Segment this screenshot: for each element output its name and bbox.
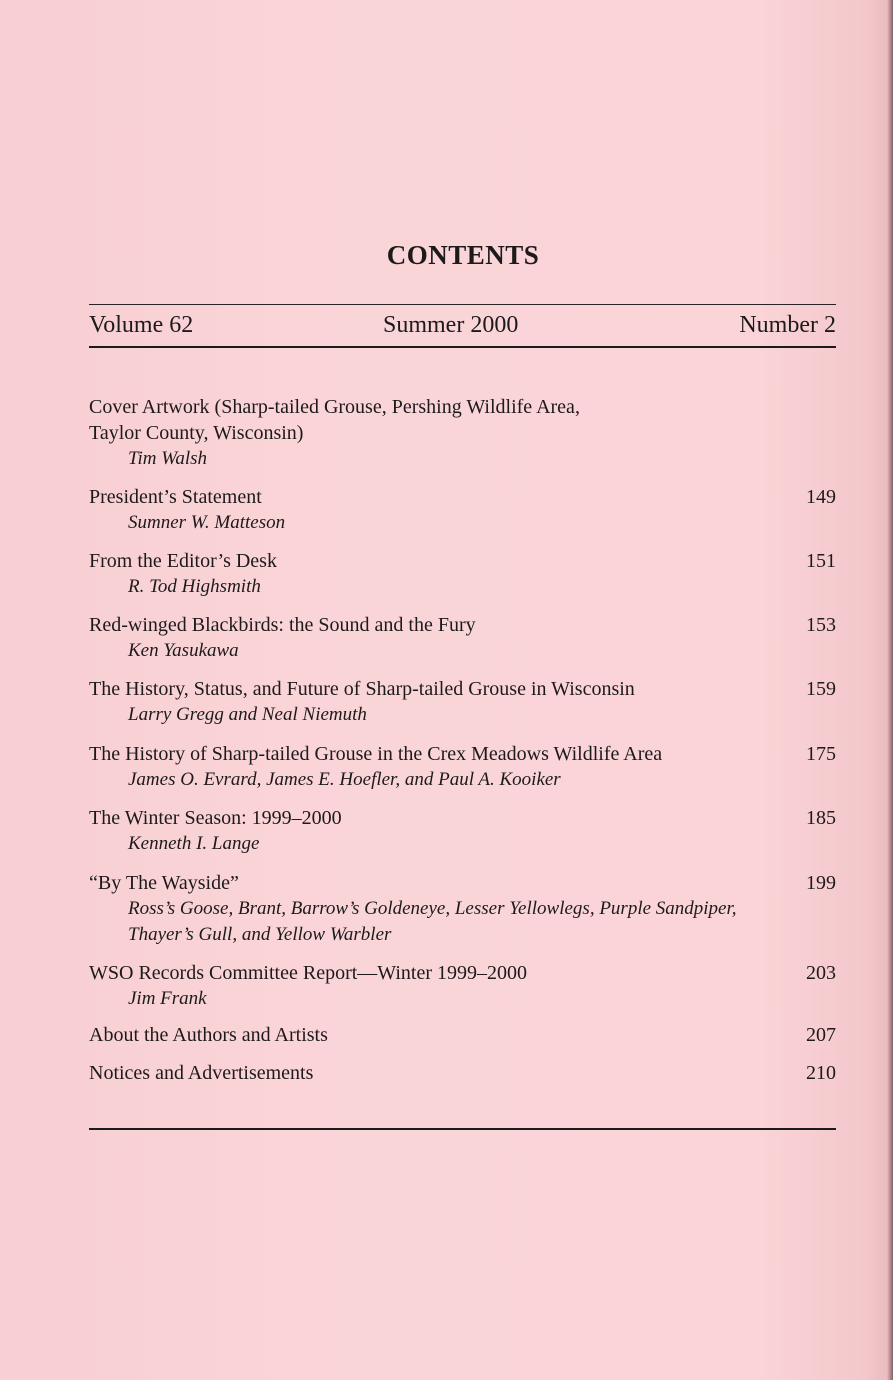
toc-entry[interactable] bbox=[89, 1060, 836, 1086]
entry-page-number: 185 bbox=[806, 807, 836, 829]
issue-season: Summer 2000 bbox=[383, 312, 519, 338]
toc-entry[interactable] bbox=[89, 676, 836, 728]
entry-page-number: 151 bbox=[806, 550, 836, 572]
toc-entry[interactable] bbox=[89, 484, 836, 536]
top-rule bbox=[89, 304, 836, 305]
toc-entry[interactable] bbox=[89, 805, 836, 857]
entry-author: Jim Frank bbox=[128, 988, 207, 1009]
entry-page-number: 199 bbox=[806, 872, 836, 894]
entry-page-number: 207 bbox=[806, 1024, 836, 1046]
issue-info-row bbox=[89, 312, 836, 344]
entry-page-number: 149 bbox=[806, 486, 836, 508]
toc-entry[interactable] bbox=[89, 1022, 836, 1048]
toc-entry[interactable] bbox=[89, 394, 836, 472]
toc-entry[interactable] bbox=[89, 612, 836, 664]
entry-subjects-continued: Thayer’s Gull, and Yellow Warbler bbox=[128, 924, 392, 945]
entry-page-number: 159 bbox=[806, 678, 836, 700]
entry-page-number: 175 bbox=[806, 743, 836, 765]
entry-page-number: 153 bbox=[806, 614, 836, 636]
toc-entry[interactable] bbox=[89, 870, 836, 948]
issue-volume: Volume 62 bbox=[89, 312, 194, 338]
toc-entry[interactable] bbox=[89, 960, 836, 1012]
entry-title: About the Authors and Artists bbox=[89, 1024, 328, 1046]
page-title: CONTENTS bbox=[386, 240, 540, 270]
issue-rule bbox=[89, 346, 836, 348]
entry-title-continued: Taylor County, Wisconsin) bbox=[89, 422, 304, 444]
entry-title: WSO Records Committee Report—Winter 1999–2000 bbox=[89, 962, 528, 984]
entry-page-number: 203 bbox=[806, 962, 836, 984]
entry-page-number: 210 bbox=[806, 1062, 836, 1084]
entry-author: James O. Evrard, James E. Hoefler, and Paul A. Kooiker bbox=[128, 769, 561, 790]
entry-author: R. Tod Highsmith bbox=[128, 576, 261, 597]
issue-number: Number 2 bbox=[739, 312, 836, 338]
page-edge-shadow bbox=[887, 0, 893, 1380]
entry-author: Ken Yasukawa bbox=[128, 640, 239, 661]
entry-subjects: Ross’s Goose, Brant, Barrow’s Goldeneye, Lesser Yellowlegs, Purple Sandpiper, bbox=[128, 898, 737, 919]
entry-title: Cover Artwork (Sharp-tailed Grouse, Pershing Wildlife Area, bbox=[89, 396, 580, 418]
entry-author: Larry Gregg and Neal Niemuth bbox=[128, 704, 367, 725]
toc-entry[interactable] bbox=[89, 548, 836, 600]
entry-title: Notices and Advertisements bbox=[89, 1062, 314, 1084]
entry-author: Tim Walsh bbox=[128, 448, 208, 469]
toc-entry[interactable] bbox=[89, 741, 836, 793]
entry-title: “By The Wayside” bbox=[89, 872, 239, 894]
entry-title: The History of Sharp-tailed Grouse in the Crex Meadows Wildlife Area bbox=[89, 743, 663, 765]
entry-title: The Winter Season: 1999–2000 bbox=[89, 807, 342, 829]
entry-title: President’s Statement bbox=[89, 486, 262, 508]
entry-author: Sumner W. Matteson bbox=[128, 512, 286, 533]
entry-title: Red-winged Blackbirds: the Sound and the Fury bbox=[89, 614, 476, 636]
bottom-rule bbox=[89, 1128, 836, 1130]
entry-title: From the Editor’s Desk bbox=[89, 550, 277, 572]
entry-author: Kenneth I. Lange bbox=[128, 833, 260, 854]
entry-title: The History, Status, and Future of Sharp-tailed Grouse in Wisconsin bbox=[89, 678, 635, 700]
